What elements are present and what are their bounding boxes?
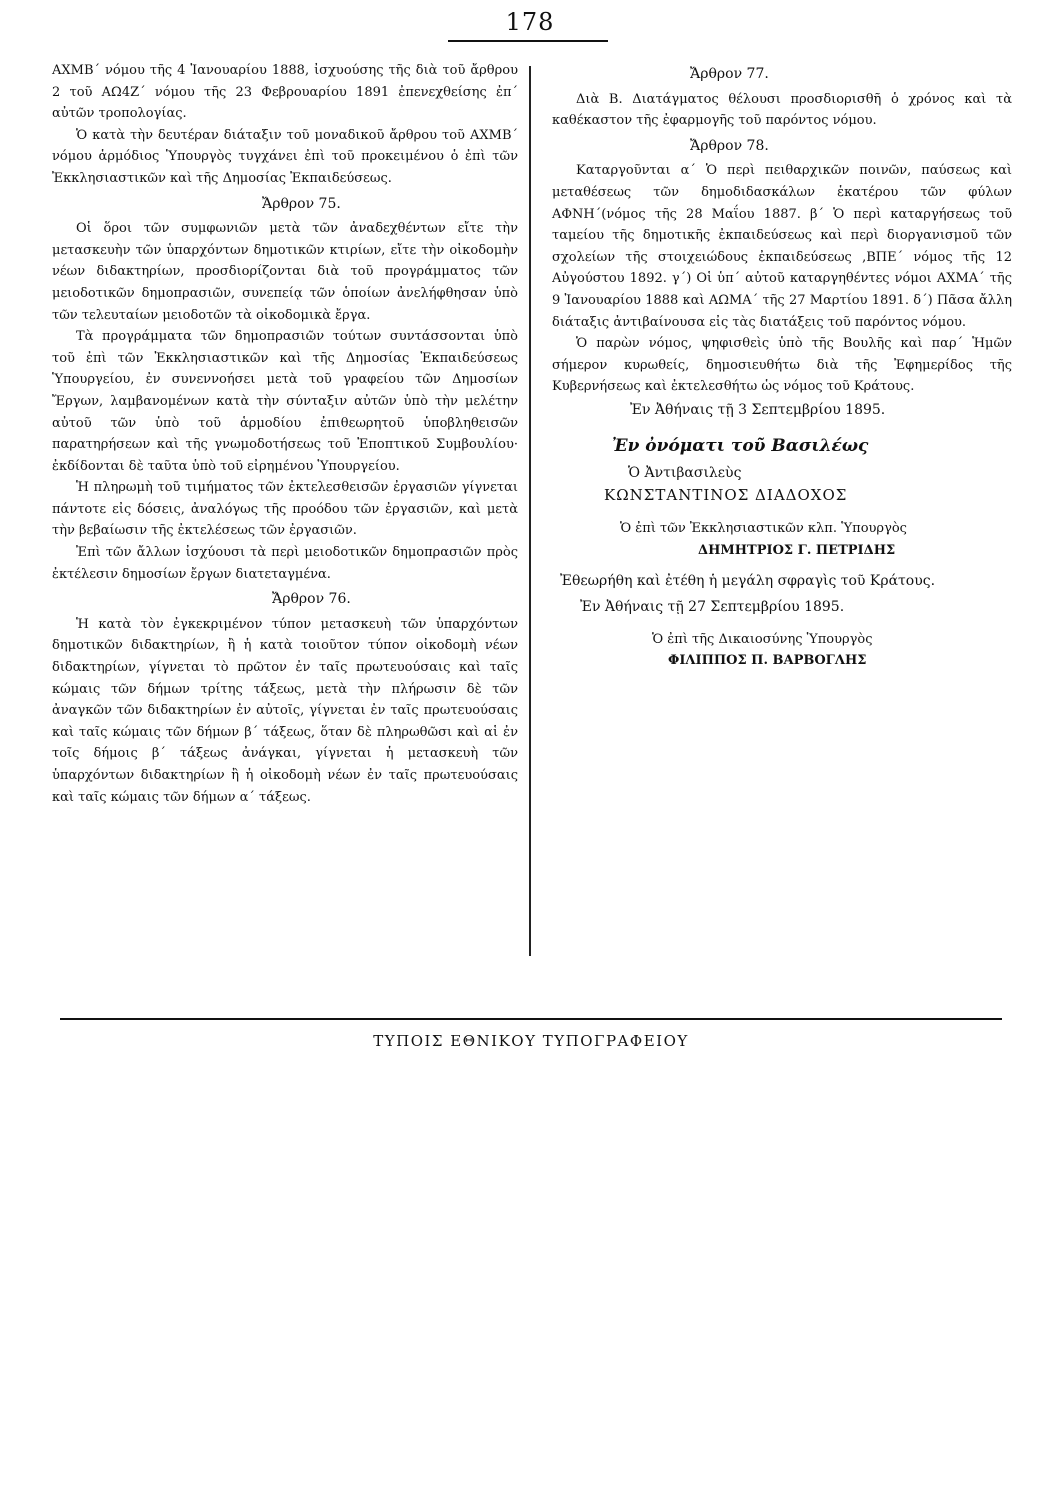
article-77-text: Διὰ Β. Διατάγματος θέλουσι προσδιορισθῆ ὁ χρόνος καὶ τὰ καθέκαστον τῆς ἐφαρμογῆς τοῦ παρόντος νόμου.: [552, 91, 1012, 129]
king-title: Ἐν ὀνόματι τοῦ Βασιλέως: [612, 435, 869, 456]
article-75-paragraph-3: Ἡ πληρωμὴ τοῦ τιμήματος τῶν ἐκτελεσθεισῶν ἐργασιῶν γίγνεται πάντοτε εἰς δόσεις, ἀναλόγως τῆς προόδου τῶν ἐργασιῶν, καὶ μετὰ τὴν βεβαίωσιν τῆς ἐκτελέσεως τῶν ἐργασιῶν.: [52, 480, 518, 539]
date-signed: Ἐν Ἀθήναις τῇ 3 Σεπτεμβρίου 1895.: [630, 401, 886, 418]
article-78-text: Καταργοῦνται α΄ Ὁ περὶ πειθαρχικῶν ποινῶν, παύσεως καὶ μεταθέσεως τῶν δημοδιδασκάλων ἑκατέρου τῶν φύλων ΑΦΝΗ΄(νόμος τῆς 28 Μαΐου 1887. β΄ Ὁ περὶ καταργήσεως τοῦ ταμείου τῆς δημοτικῆς ἐκπαιδεύσεως καὶ περὶ διοργανισμοῦ τῶν σχολείων τῆς στοιχειώδους ἐκπαιδεύσεως ,ΒΠΕ΄ νόμος τῆς 12 Αὐγούστου 1892. γ΄) Οἱ ὑπ΄ αὐτοῦ καταργηθέντες νόμοι ΑΧΜΑ΄ τῆς 9 Ἰανουαρίου 1888 καὶ ΑΩΜΑ΄ τῆς 27 Μαρτίου 1891. δ΄) Πᾶσα ἄλλη διάταξις ἀντιβαίνουσα εἰς τὰς διατάξεις τοῦ παρόντος νόμου.: [552, 163, 1012, 330]
article-75-paragraph-2: Τὰ προγράμματα τῶν δημοπρασιῶν τούτων συντάσσονται ὑπὸ τοῦ ἐπὶ τῶν Ἐκκλησιαστικῶν καὶ τῆς Δημοσίας Ἐκπαιδεύσεως Ὑπουργείου, ἐν συνεννοήσει μετὰ τοῦ γραφείου τῶν Δημοσίων Ἔργων, λαμβανομένων κατὰ τὴν σύνταξιν αὐτῶν ὑπὸ τὴν μελέτην αὐτοῦ τῶν ὑπὸ τοῦ ἁρμοδίου ἐπιθεωρητοῦ ὑποβληθεισῶν παρατηρήσεων καὶ τῆς γνωμοδοτήσεως τοῦ Ἐποπτικοῦ Συμβουλίου· ἐκδίδονται δὲ ταῦτα ὑπὸ τοῦ εἰρημένου Ὑπουργείου.: [52, 329, 518, 474]
article-78-heading: Ἄρθρον 78.: [690, 137, 769, 154]
article-75-heading: Ἄρθρον 75.: [262, 195, 341, 212]
minister-2-name: ΦΙΛΙΠΠΟΣ Π. ΒΑΡΒΟΓΛΗΣ: [668, 653, 867, 669]
date-sealed: Ἐν Ἀθήναις τῇ 27 Σεπτεμβρίου 1895.: [580, 599, 845, 616]
article-75-paragraph-4: Ἐπὶ τῶν ἄλλων ἰσχύουσι τὰ περὶ μειοδοτικῶν δημοπρασιῶν πρὸς ἐκτέλεσιν δημοσίων ἔργων διατεταγμένα.: [52, 545, 518, 582]
left-paragraph-1: ΑΧΜΒ΄ νόμου τῆς 4 Ἰανουαρίου 1888, ἰσχυούσης τῆς διὰ τοῦ ἄρθρου 2 τοῦ ΑΩ4Ζ΄ νόμου τῆς 23 Φεβρουαρίου 1891 ἐπενεχθείσης ἐπ΄ αὐτῶν τροπολογίας.: [52, 63, 518, 122]
minister-1-title: Ὁ ἐπὶ τῶν Ἐκκλησιαστικῶν κλπ. Ὑπουργὸς: [620, 521, 907, 537]
article-75-paragraph-1: Οἱ ὅροι τῶν συμφωνιῶν μετὰ τῶν ἀναδεχθέντων εἴτε τὴν μετασκευὴν τῶν ὑπαρχόντων δημοτικῶν κτιρίων, εἴτε τὴν οἰκοδομὴν νέων διδακτηρίων, προσδιορίζονται διὰ τοῦ προγράμματος τῶν μειοδοτικῶν δημοπρασιῶν, συνεπείᾳ τῶν ὁποίων ἀνελήφθησαν ὑπὸ τῶν τελευταίων μειοδοτῶν τὰ οἰκοδομικὰ ἔργα.: [52, 221, 518, 323]
page-number: 178: [505, 8, 555, 36]
regent-name: ΚΩΝΣΤΑΝΤΙΝΟΣ ΔΙΑΔΟΧΟΣ: [604, 485, 848, 504]
minister-2-title: Ὁ ἐπὶ τῆς Δικαιοσύνης Ὑπουργὸς: [652, 631, 873, 647]
column-divider: [529, 66, 531, 956]
promulgation-text: Ὁ παρὼν νόμος, ψηφισθεὶς ὑπὸ τῆς Βουλῆς καὶ παρ΄ Ἡμῶν σήμερον κυρωθείς, δημοσιευθήτω διὰ τῆς Ἐφημερίδος τῆς Κυβερνήσεως καὶ ἐκτελεσθήτω ὡς νόμος τοῦ Κράτους.: [552, 336, 1012, 395]
seal-text: Ἐθεωρήθη καὶ ἐτέθη ἡ μεγάλη σφραγὶς τοῦ Κράτους.: [560, 573, 936, 590]
article-77-heading: Ἄρθρον 77.: [690, 66, 769, 82]
left-column: [52, 60, 518, 808]
minister-1-name: ΔΗΜΗΤΡΙΟΣ Γ. ΠΕΤΡΙΔΗΣ: [698, 542, 896, 558]
right-column: [552, 60, 1012, 672]
regent-title: Ὁ Ἀντιβασιλεὺς: [628, 465, 742, 482]
printer-imprint: ΤΥΠΟΙΣ ΕΘΝΙΚΟΥ ΤΥΠΟΓΡΑΦΕΙΟΥ: [373, 1032, 689, 1050]
article-76-paragraph-1: Ἡ κατὰ τὸν ἐγκεκριμένον τύπον μετασκευὴ τῶν ὑπαρχόντων δημοτικῶν διδακτηρίων, ἢ ἡ κατὰ τοιοῦτον τύπον οἰκοδομὴ νέων διδακτηρίων, γίγνεται τὸ πρῶτον ἐν ταῖς πρωτευούσαις καὶ ταῖς κώμαις τῶν δήμων τρίτης τάξεως, μετὰ τὴν πλήρωσιν δὲ τῶν ἀναγκῶν τῶν διδακτηρίων ἐν αὐτοῖς, γίγνεται ἐν ταῖς πρωτευούσαις καὶ ταῖς κώμαις τῶν δήμων β΄ τάξεως, ὅταν δὲ πληρωθῶσι καὶ αἱ ἐν τοῖς δήμοις β΄ τάξεως ἀνάγκαι, γίγνεται ἡ μετασκευὴ τῶν ὑπαρχόντων διδακτηρίων ἢ ἡ οἰκοδομὴ νέων ἐν ταῖς πρωτευούσαις καὶ ταῖς κώμαις τῶν δήμων α΄ τάξεως.: [52, 616, 518, 805]
article-76-heading: Ἄρθρον 76.: [272, 591, 351, 608]
footer-rule: [60, 1018, 1002, 1020]
left-paragraph-2: Ὁ κατὰ τὴν δευτέραν διάταξιν τοῦ μοναδικοῦ ἄρθρου τοῦ ΑΧΜΒ΄ νόμου ἁρμόδιος Ὑπουργὸς τυγχάνει ἐπὶ τοῦ προκειμένου ὁ ἐπὶ τῶν Ἐκκλησιαστικῶν καὶ τῆς Δημοσίας Ἐκπαιδεύσεως.: [52, 127, 518, 186]
header-rule: [448, 40, 608, 42]
